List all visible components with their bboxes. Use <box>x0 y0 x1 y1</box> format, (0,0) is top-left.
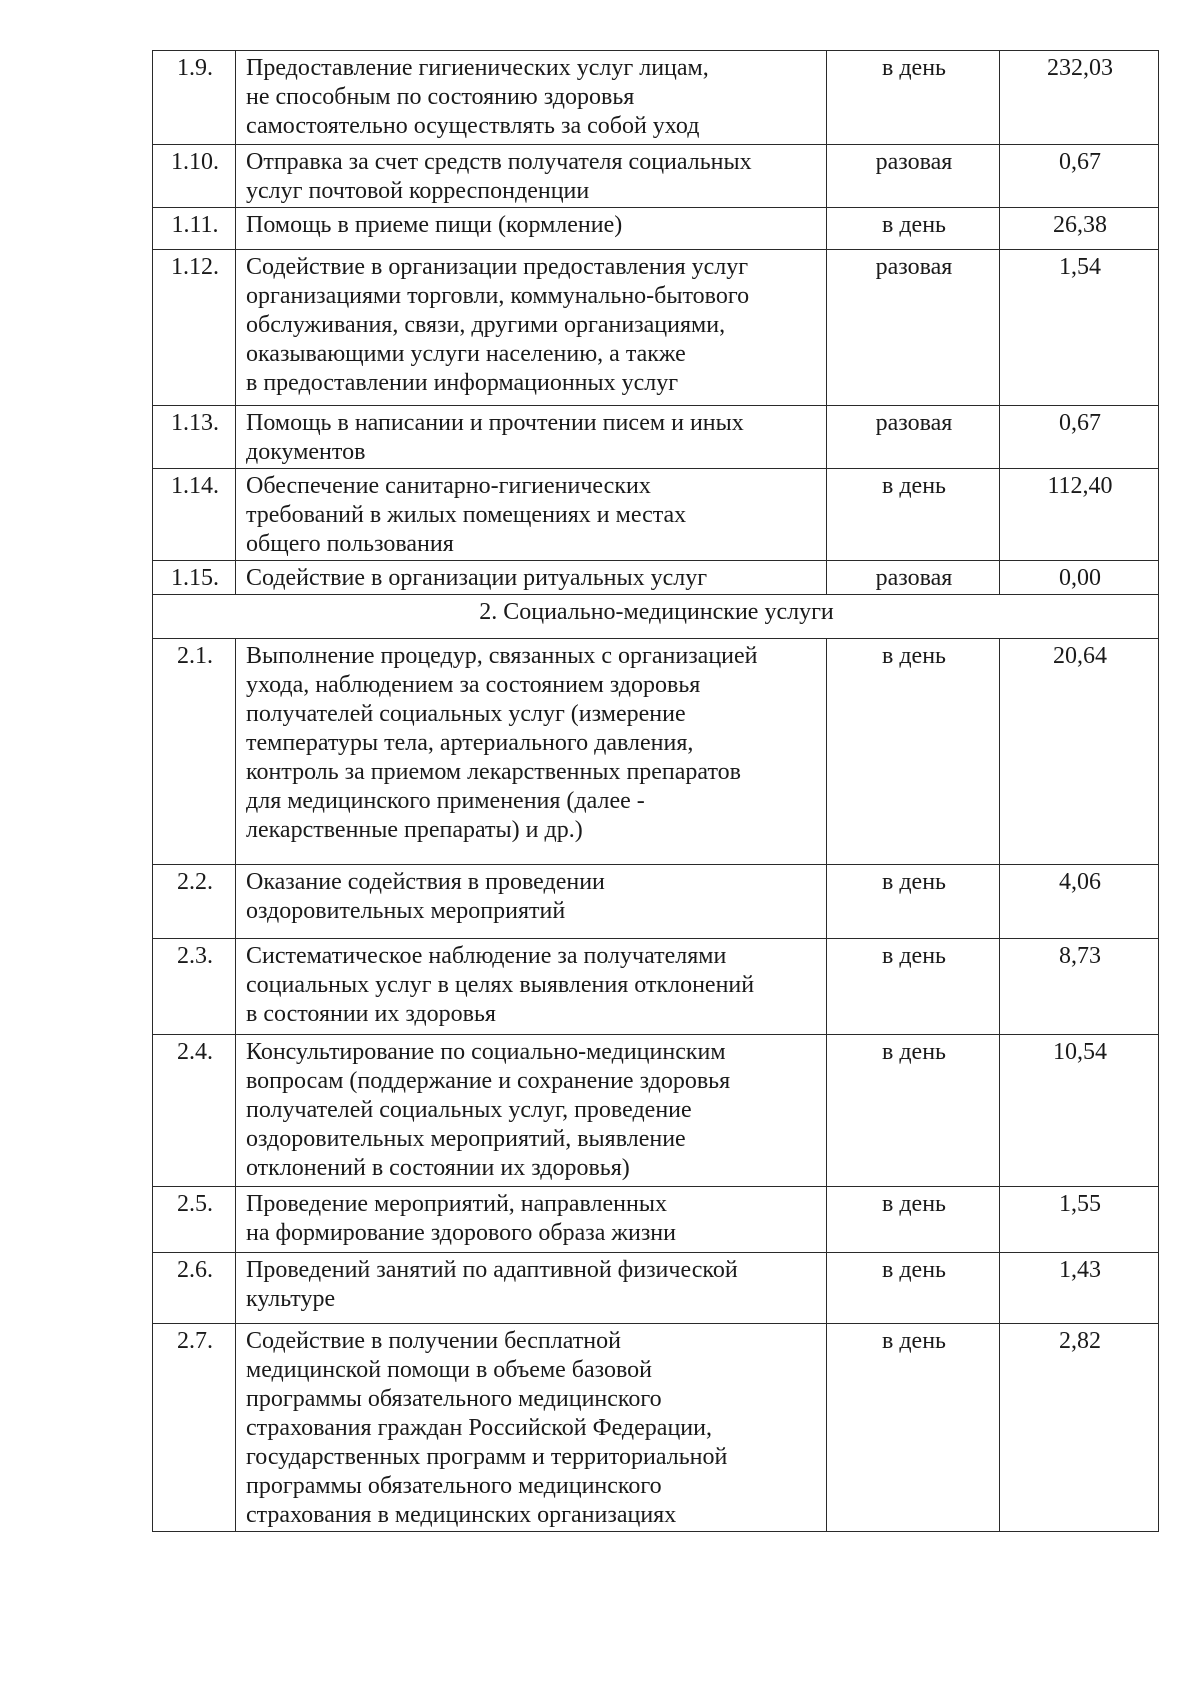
service-price: 1,55 <box>1000 1187 1159 1253</box>
description-line: лекарственные препараты) и др.) <box>246 817 583 843</box>
table-row <box>153 406 1159 469</box>
row-number: 1.14. <box>153 469 236 561</box>
description-line: самостоятельно осуществлять за собой уход <box>246 113 700 139</box>
description-line: Консультирование по социально-медицинским <box>246 1039 726 1065</box>
description-line: программы обязательного медицинского <box>246 1473 662 1499</box>
service-description <box>236 1324 827 1532</box>
description-line: Предоставление гигиенических услуг лицам, <box>246 55 709 81</box>
service-description <box>236 561 827 595</box>
service-description <box>236 208 827 250</box>
row-number: 2.6. <box>153 1253 236 1324</box>
service-description <box>236 1035 827 1187</box>
description-line: на формирование здорового образа жизни <box>246 1220 676 1246</box>
description-line: контроль за приемом лекарственных препаратов <box>246 759 741 785</box>
description-line: оздоровительных мероприятий <box>246 898 566 924</box>
description-line: Оказание содействия в проведении <box>246 869 605 895</box>
description-line: Содействие в организации предоставления услуг <box>246 254 749 280</box>
table-row <box>153 469 1159 561</box>
service-unit: в день <box>827 469 1000 561</box>
row-number: 2.1. <box>153 639 236 865</box>
description-line: страхования граждан Российской Федерации, <box>246 1415 712 1441</box>
description-line: получателей социальных услуг (измерение <box>246 701 686 727</box>
description-line: Проведений занятий по адаптивной физической <box>246 1257 738 1283</box>
description-line: документов <box>246 439 366 465</box>
description-line: температуры тела, артериального давления, <box>246 730 694 756</box>
service-description <box>236 939 827 1035</box>
table-row <box>153 1324 1159 1532</box>
service-unit: в день <box>827 939 1000 1035</box>
service-price: 2,82 <box>1000 1324 1159 1532</box>
service-description <box>236 250 827 406</box>
service-price: 4,06 <box>1000 865 1159 939</box>
description-line: в предоставлении информационных услуг <box>246 370 679 396</box>
service-price: 0,67 <box>1000 145 1159 208</box>
description-line: социальных услуг в целях выявления отклонений <box>246 972 755 998</box>
service-price: 112,40 <box>1000 469 1159 561</box>
description-line: Систематическое наблюдение за получателями <box>246 943 727 969</box>
service-unit: в день <box>827 639 1000 865</box>
service-unit: в день <box>827 865 1000 939</box>
table-row <box>153 1253 1159 1324</box>
service-price: 10,54 <box>1000 1035 1159 1187</box>
service-description <box>236 865 827 939</box>
description-line: Помощь в написании и прочтении писем и иных <box>246 410 744 436</box>
description-line: ухода, наблюдением за состоянием здоровья <box>246 672 701 698</box>
service-description <box>236 406 827 469</box>
description-line: государственных программ и территориальной <box>246 1444 728 1470</box>
service-unit: разовая <box>827 250 1000 406</box>
description-line: культуре <box>246 1286 336 1312</box>
service-price: 232,03 <box>1000 51 1159 145</box>
service-price: 20,64 <box>1000 639 1159 865</box>
service-price: 8,73 <box>1000 939 1159 1035</box>
section-header-row <box>153 595 1159 639</box>
description-line: обслуживания, связи, другими организациями, <box>246 312 726 338</box>
table-row <box>153 939 1159 1035</box>
service-price: 26,38 <box>1000 208 1159 250</box>
description-line: Помощь в приеме пищи (кормление) <box>246 212 623 238</box>
service-unit: в день <box>827 51 1000 145</box>
service-description <box>236 145 827 208</box>
row-number: 2.5. <box>153 1187 236 1253</box>
row-number: 1.9. <box>153 51 236 145</box>
description-line: Отправка за счет средств получателя социальных <box>246 149 752 175</box>
service-description <box>236 51 827 145</box>
row-number: 1.11. <box>153 208 236 250</box>
description-line: отклонений в состоянии их здоровья) <box>246 1155 630 1181</box>
description-line: для медицинского применения (далее - <box>246 788 645 814</box>
row-number: 1.13. <box>153 406 236 469</box>
row-number: 2.7. <box>153 1324 236 1532</box>
table-row <box>153 1187 1159 1253</box>
table-row <box>153 639 1159 865</box>
description-line: оздоровительных мероприятий, выявление <box>246 1126 686 1152</box>
service-unit: в день <box>827 1035 1000 1187</box>
section-title: 2. Социально-медицинские услуги <box>153 595 1159 639</box>
service-description <box>236 639 827 865</box>
description-line: требований в жилых помещениях и местах <box>246 502 687 528</box>
row-number: 1.12. <box>153 250 236 406</box>
description-line: вопросам (поддержание и сохранение здоровья <box>246 1068 731 1094</box>
service-price: 1,54 <box>1000 250 1159 406</box>
service-unit: в день <box>827 1187 1000 1253</box>
row-number: 2.3. <box>153 939 236 1035</box>
row-number: 1.10. <box>153 145 236 208</box>
service-unit: разовая <box>827 561 1000 595</box>
table-row <box>153 51 1159 145</box>
service-unit: в день <box>827 208 1000 250</box>
description-line: в состоянии их здоровья <box>246 1001 496 1027</box>
description-line: Содействие в организации ритуальных услуг <box>246 565 708 591</box>
description-line: услуг почтовой корреспонденции <box>246 178 590 204</box>
service-description <box>236 469 827 561</box>
description-line: медицинской помощи в объеме базовой <box>246 1357 653 1383</box>
table-row <box>153 250 1159 406</box>
row-number: 1.15. <box>153 561 236 595</box>
table-row <box>153 1035 1159 1187</box>
description-line: страхования в медицинских организациях <box>246 1502 677 1528</box>
table-row <box>153 208 1159 250</box>
description-line: организациями торговли, коммунально-бытового <box>246 283 750 309</box>
description-line: Обеспечение санитарно-гигиенических <box>246 473 651 499</box>
service-price: 0,67 <box>1000 406 1159 469</box>
description-line: Выполнение процедур, связанных с организацией <box>246 643 758 669</box>
row-number: 2.2. <box>153 865 236 939</box>
service-unit: в день <box>827 1324 1000 1532</box>
row-number: 2.4. <box>153 1035 236 1187</box>
service-unit: разовая <box>827 406 1000 469</box>
description-line: общего пользования <box>246 531 454 557</box>
table-row <box>153 561 1159 595</box>
services-price-table <box>152 50 1159 1532</box>
description-line: Проведение мероприятий, направленных <box>246 1191 667 1217</box>
service-price: 0,00 <box>1000 561 1159 595</box>
description-line: получателей социальных услуг, проведение <box>246 1097 692 1123</box>
description-line: программы обязательного медицинского <box>246 1386 662 1412</box>
service-unit: разовая <box>827 145 1000 208</box>
service-unit: в день <box>827 1253 1000 1324</box>
service-price: 1,43 <box>1000 1253 1159 1324</box>
service-description <box>236 1253 827 1324</box>
description-line: Содействие в получении бесплатной <box>246 1328 621 1354</box>
service-description <box>236 1187 827 1253</box>
description-line: оказывающими услуги населению, а также <box>246 341 686 367</box>
table-row <box>153 865 1159 939</box>
table-row <box>153 145 1159 208</box>
description-line: не способным по состоянию здоровья <box>246 84 635 110</box>
